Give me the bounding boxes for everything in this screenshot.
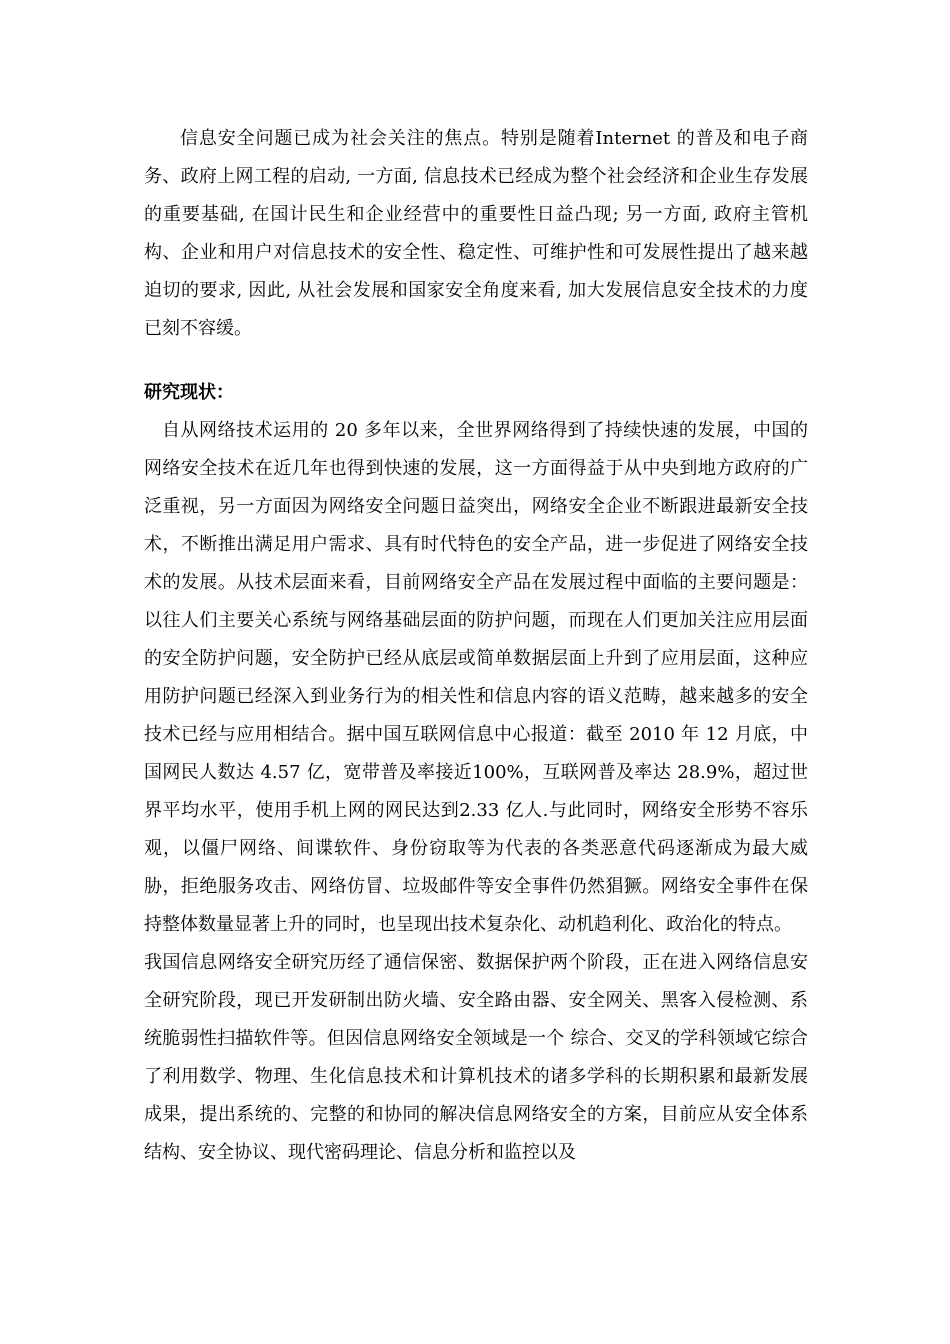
status-paragraph: 自从网络技术运用的 20 多年以来，全世界网络得到了持续快速的发展，中国的网络安全技术在近几年也得到快速的发展，这一方面得益于从中央到地方政府的广泛重视，另一方面因为网络安全问题日益突出，网络安全企业不断跟进最新安全技术，不断推出满足用户需求、具有时代特色的安全产品，进一步促进了网络安全技术的发展。从技术层面来看，目前网络安全产品在发展过程中面临的主要问题是：以往人们主要关心系统与网络基础层面的防护问题，而现在人们更加关注应用层面的安全防护问题，安全防护已经从底层或简单数据层面上升到了应用层面，这种应用防护问题已经深入到业务行为的相关性和信息内容的语义范畴，越来越多的安全技术已经与应用相结合。据中国互联网信息中心报道：截至 2010 年 12 月底，中国网民人数达 4.57 亿，宽带普及率接近100%，互联网普及率达 28.9%，超过世界平均水平，使用手机上网的网民达到2.33 亿人.与此同时，网络安全形势不容乐观，以僵尸网络、间谍软件、身份窃取等为代表的各类恶意代码逐渐成为最大威胁，拒绝服务攻击、网络仿冒、垃圾邮件等安全事件仍然猖獗。网络安全事件在保持整体数量显著上升的同时，也呈现出技术复杂化、动机趋利化、政治化的特点。 (144, 420, 808, 935)
document-body (144, 120, 808, 1172)
intro-paragraph: 信息安全问题已成为社会关注的焦点。特别是随着Internet 的普及和电子商务、政府上网工程的启动, 一方面, 信息技术已经成为整个社会经济和企业生存发展的重要基础, 在国计民生和企业经营中的重要性日益凸现; 另一方面, 政府主管机构、企业和用户对信息技术的安全性、稳定性、可维护性和可发展性提出了越来越迫切的要求, 因此, 从社会发展和国家安全角度来看, 加大发展信息安全技术的力度已刻不容缓。 (144, 128, 808, 339)
research-paragraph: 我国信息网络安全研究历经了通信保密、数据保护两个阶段，正在进入网络信息安全研究阶段，现已开发研制出防火墙、安全路由器、安全网关、黑客入侵检测、系统脆弱性扫描软件等。但因信息网络安全领域是一个 综合、交叉的学科领域它综合了利用数学、物理、生化信息技术和计算机技术的诸多学科的长期积累和最新发展成果，提出系统的、完整的和协同的解决信息网络安全的方案，目前应从安全体系结构、安全协议、现代密码理论、信息分析和监控以及 (144, 952, 808, 1163)
section-heading: 研究现状： (144, 382, 234, 403)
